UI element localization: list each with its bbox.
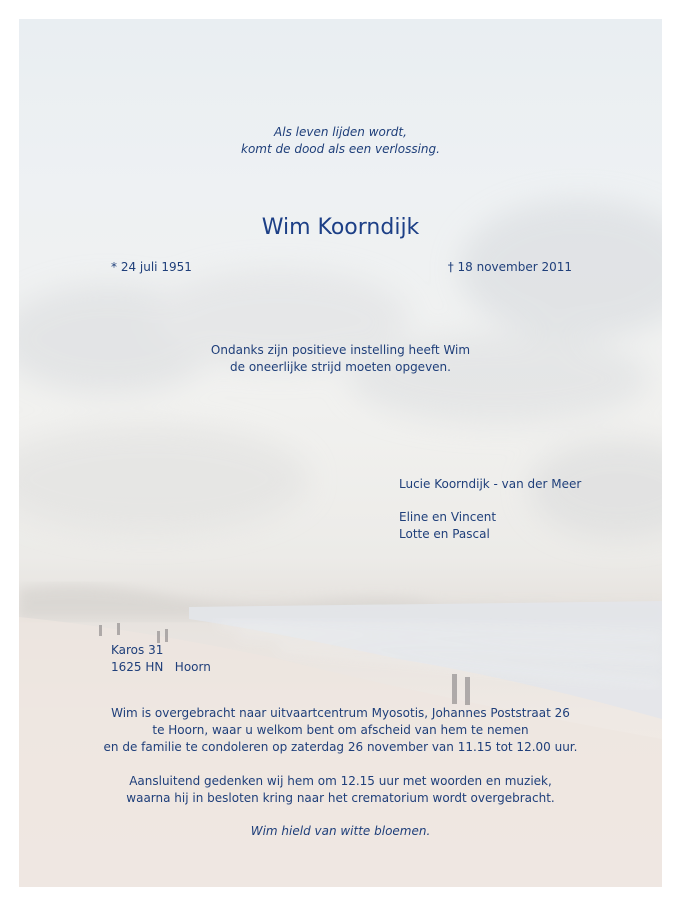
family-children-1: Eline en Vincent xyxy=(399,510,497,524)
death-date: † 18 november 2011 xyxy=(447,260,572,274)
deceased-name: Wim Koorndijk xyxy=(261,215,420,240)
birth-date: * 24 juli 1951 xyxy=(111,260,192,274)
address-street: Karos 31 xyxy=(111,643,164,657)
family-spouse: Lucie Koorndijk - van der Meer xyxy=(399,477,582,491)
funeral-card xyxy=(19,19,662,887)
poem xyxy=(19,124,662,158)
message-line-1: Ondanks zijn positieve instelling heeft Wim xyxy=(210,343,471,357)
family-list xyxy=(399,476,581,543)
address xyxy=(111,642,211,676)
family-children-2: Lotte en Pascal xyxy=(399,527,490,541)
flowers-note: Wim hield van witte bloemen. xyxy=(250,824,431,838)
info-line-3: en de familie te condoleren op zaterdag 26 november van 11.15 tot 12.00 uur. xyxy=(103,740,578,754)
closing-line-1: Aansluitend gedenken wij hem om 12.15 uur met woorden en muziek, xyxy=(129,774,552,788)
closing-info xyxy=(19,773,662,807)
info-line-2: te Hoorn, waar u welkom bent om afscheid van hem te nemen xyxy=(152,723,529,737)
message-line-2: de oneerlijke strijd moeten opgeven. xyxy=(230,360,451,374)
poem-line-1: Als leven lijden wordt, xyxy=(274,125,407,139)
info-line-1: Wim is overgebracht naar uitvaartcentrum Myosotis, Johannes Poststraat 26 xyxy=(111,706,570,720)
funeral-info xyxy=(19,705,662,756)
message xyxy=(19,342,662,376)
address-city: 1625 HN Hoorn xyxy=(111,660,211,674)
poem-line-2: komt de dood als een verlossing. xyxy=(241,142,440,156)
closing-line-2: waarna hij in besloten kring naar het crematorium wordt overgebracht. xyxy=(126,791,555,805)
